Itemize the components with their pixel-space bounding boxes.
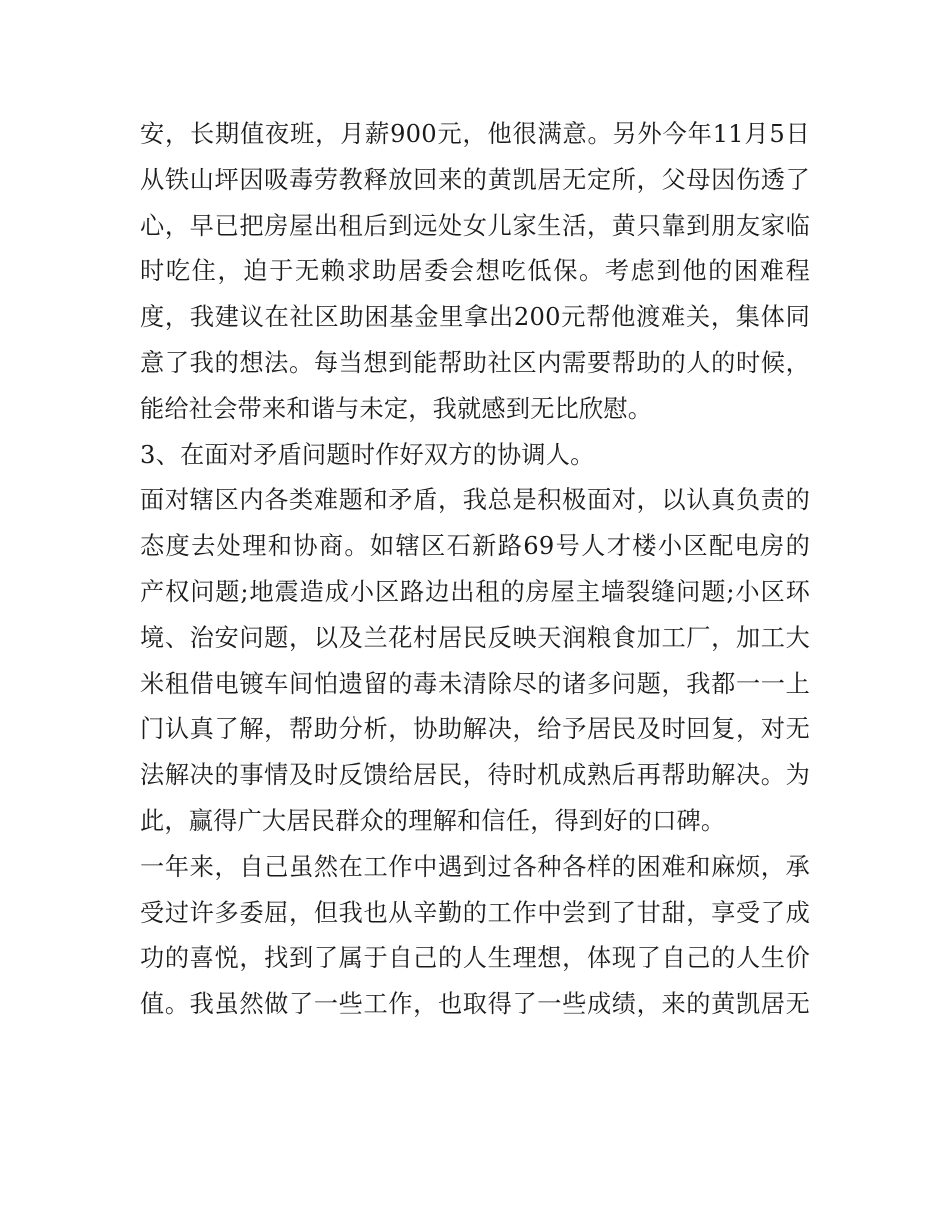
- text-line: 心，早已把房屋出租后到远处女儿家生活，黄只靠到朋友家临: [140, 211, 810, 240]
- text-line: 面对辖区内各类难题和矛盾，我总是积极面对，以认真负责的: [140, 486, 810, 515]
- text-line: 此，赢得广大居民群众的理解和信任，得到好的口碑。: [140, 806, 726, 835]
- text-line: 法解决的事情及时反馈给居民，待时机成熟后再帮助解决。为: [140, 761, 810, 790]
- text-line: 功的喜悦，找到了属于自己的人生理想，体现了自己的人生价: [140, 944, 810, 973]
- text-line: 安，长期值夜班，月薪900元，他很满意。另外今年11月5日: [140, 120, 810, 148]
- text-line: 产权问题;地震造成小区路边出租的房屋主墙裂缝问题;小区环: [140, 577, 810, 606]
- text-line: 值。我虽然做了一些工作，也取得了一些成绩，来的黄凯居无: [140, 990, 810, 1019]
- text-line: 境、治安问题，以及兰花村居民反映天润粮食加工厂，加工大: [140, 623, 810, 652]
- section-heading: 3、在面对矛盾问题时作好双方的协调人。: [140, 440, 595, 469]
- text-line: 受过许多委屈，但我也从辛勤的工作中尝到了甘甜，享受了成: [140, 898, 810, 927]
- text-line: 态度去处理和协商。如辖区石新路69号人才楼小区配电房的: [140, 532, 810, 561]
- text-line: 从铁山坪因吸毒劳教释放回来的黄凯居无定所，父母因伤透了: [140, 165, 810, 194]
- text-line: 门认真了解，帮助分析，协助解决，给予居民及时回复，对无: [140, 715, 810, 744]
- text-line: 度，我建议在社区助困基金里拿出200元帮他渡难关，集体同: [140, 303, 810, 332]
- text-line: 米租借电镀车间怕遗留的毒未清除尽的诸多问题，我都一一上: [140, 669, 810, 698]
- text-line: 意了我的想法。每当想到能帮助社区内需要帮助的人的时候，: [140, 348, 810, 377]
- document-body: [140, 112, 810, 1028]
- text-line: 时吃住，迫于无赖求助居委会想吃低保。考虑到他的困难程: [140, 257, 810, 286]
- text-line: 能给社会带来和谐与未定，我就感到无比欣慰。: [140, 394, 653, 423]
- text-line: 一年来，自己虽然在工作中遇到过各种各样的困难和麻烦，承: [140, 852, 810, 881]
